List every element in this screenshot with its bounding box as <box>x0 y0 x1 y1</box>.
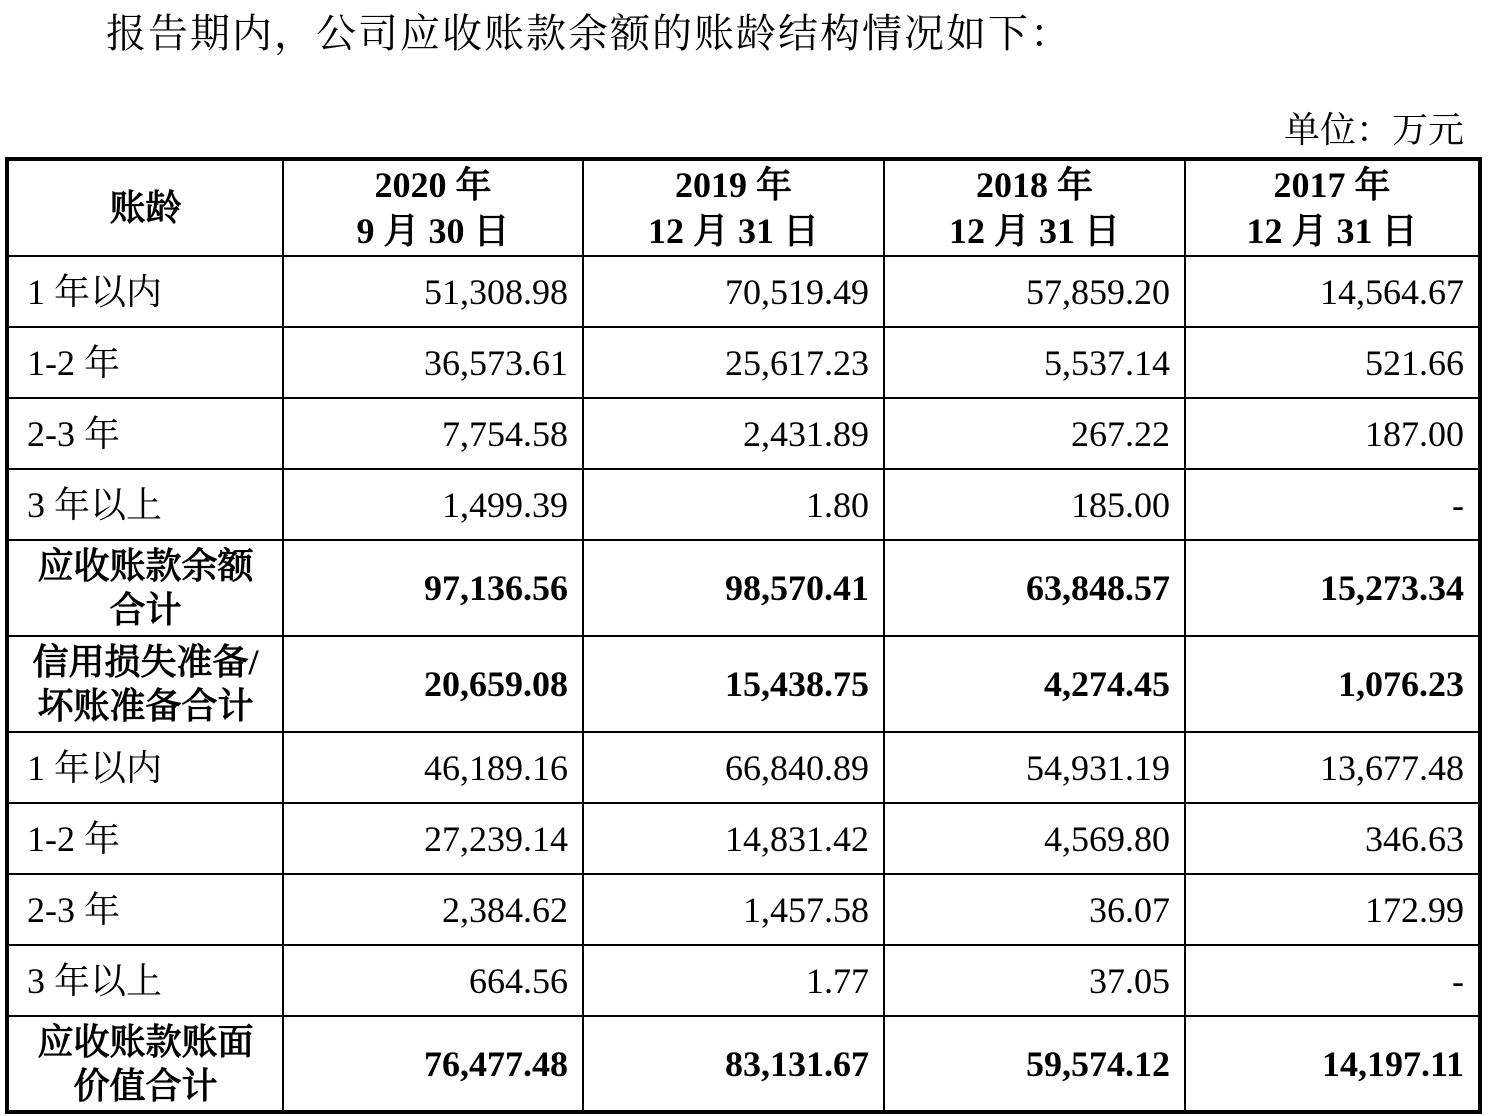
row-label <box>7 540 283 636</box>
table-header-row <box>7 159 1480 256</box>
header-year: 2020 年 <box>374 165 492 205</box>
header-2017-12-31 <box>1185 159 1480 256</box>
row-label-line: 价值合计 <box>73 1065 218 1106</box>
table-row <box>7 732 1480 803</box>
cell-value: 267.22 <box>884 398 1185 469</box>
row-label-line: 坏账准备合计 <box>37 686 254 726</box>
intro-paragraph: 报告期内，公司应收账款余额的账龄结构情况如下： <box>106 11 1072 56</box>
cell-value: - <box>1185 469 1480 540</box>
table-row <box>7 803 1480 874</box>
cell-value: 25,617.23 <box>583 327 884 398</box>
cell-value: 664.56 <box>283 945 583 1016</box>
header-year: 2017 年 <box>1273 165 1391 205</box>
cell-value: 46,189.16 <box>283 732 583 803</box>
row-label: 3 年以上 <box>7 469 283 540</box>
cell-value: 14,831.42 <box>583 803 884 874</box>
cell-value: 51,308.98 <box>283 256 583 327</box>
cell-value: 1.80 <box>583 469 884 540</box>
table-row <box>7 874 1480 945</box>
cell-value: 14,197.11 <box>1185 1016 1480 1112</box>
table-row-total <box>7 1016 1480 1112</box>
row-label: 1 年以内 <box>7 256 283 327</box>
cell-value: 521.66 <box>1185 327 1480 398</box>
table-row <box>7 945 1480 1016</box>
table-row-total <box>7 636 1480 732</box>
row-label-line: 合计 <box>109 590 182 630</box>
header-date: 9 月 30 日 <box>356 211 510 251</box>
table-row <box>7 398 1480 469</box>
cell-value: 57,859.20 <box>884 256 1185 327</box>
cell-value: 59,574.12 <box>884 1016 1185 1112</box>
row-label-line: 应收账款账面 <box>37 1021 254 1062</box>
row-label <box>7 636 283 732</box>
cell-value: 54,931.19 <box>884 732 1185 803</box>
cell-value: 5,537.14 <box>884 327 1185 398</box>
cell-value: 172.99 <box>1185 874 1480 945</box>
cell-value: 4,569.80 <box>884 803 1185 874</box>
header-date: 12 月 31 日 <box>1246 211 1418 251</box>
aging-structure-table <box>5 157 1482 1114</box>
header-aging: 账龄 <box>7 159 283 256</box>
row-label-line: 信用损失准备/ <box>32 642 259 682</box>
cell-value: 27,239.14 <box>283 803 583 874</box>
header-2018-12-31 <box>884 159 1185 256</box>
cell-value: 187.00 <box>1185 398 1480 469</box>
row-label: 1-2 年 <box>7 327 283 398</box>
cell-value: 346.63 <box>1185 803 1480 874</box>
cell-value: 1.77 <box>583 945 884 1016</box>
header-2019-12-31 <box>583 159 884 256</box>
row-label: 2-3 年 <box>7 874 283 945</box>
cell-value: 83,131.67 <box>583 1016 884 1112</box>
header-date: 12 月 31 日 <box>948 211 1120 251</box>
cell-value: 36.07 <box>884 874 1185 945</box>
cell-value: - <box>1185 945 1480 1016</box>
cell-value: 14,564.67 <box>1185 256 1480 327</box>
cell-value: 15,273.34 <box>1185 540 1480 636</box>
cell-value: 7,754.58 <box>283 398 583 469</box>
header-year: 2018 年 <box>975 165 1093 205</box>
cell-value: 15,438.75 <box>583 636 884 732</box>
cell-value: 1,457.58 <box>583 874 884 945</box>
table-row <box>7 256 1480 327</box>
cell-value: 185.00 <box>884 469 1185 540</box>
cell-value: 20,659.08 <box>283 636 583 732</box>
cell-value: 37.05 <box>884 945 1185 1016</box>
header-2020-09-30 <box>283 159 583 256</box>
row-label: 1 年以内 <box>7 732 283 803</box>
row-label: 2-3 年 <box>7 398 283 469</box>
cell-value: 2,384.62 <box>283 874 583 945</box>
cell-value: 97,136.56 <box>283 540 583 636</box>
unit-label: 单位：万元 <box>1283 110 1464 150</box>
cell-value: 63,848.57 <box>884 540 1185 636</box>
cell-value: 76,477.48 <box>283 1016 583 1112</box>
cell-value: 66,840.89 <box>583 732 884 803</box>
row-label: 1-2 年 <box>7 803 283 874</box>
row-label <box>7 1016 283 1112</box>
cell-value: 4,274.45 <box>884 636 1185 732</box>
cell-value: 1,076.23 <box>1185 636 1480 732</box>
table-row-total <box>7 540 1480 636</box>
cell-value: 36,573.61 <box>283 327 583 398</box>
table-row <box>7 469 1480 540</box>
row-label: 3 年以上 <box>7 945 283 1016</box>
cell-value: 98,570.41 <box>583 540 884 636</box>
header-date: 12 月 31 日 <box>647 211 819 251</box>
header-year: 2019 年 <box>674 165 792 205</box>
cell-value: 1,499.39 <box>283 469 583 540</box>
cell-value: 70,519.49 <box>583 256 884 327</box>
table-row <box>7 327 1480 398</box>
cell-value: 2,431.89 <box>583 398 884 469</box>
row-label-line: 应收账款余额 <box>37 546 254 586</box>
cell-value: 13,677.48 <box>1185 732 1480 803</box>
